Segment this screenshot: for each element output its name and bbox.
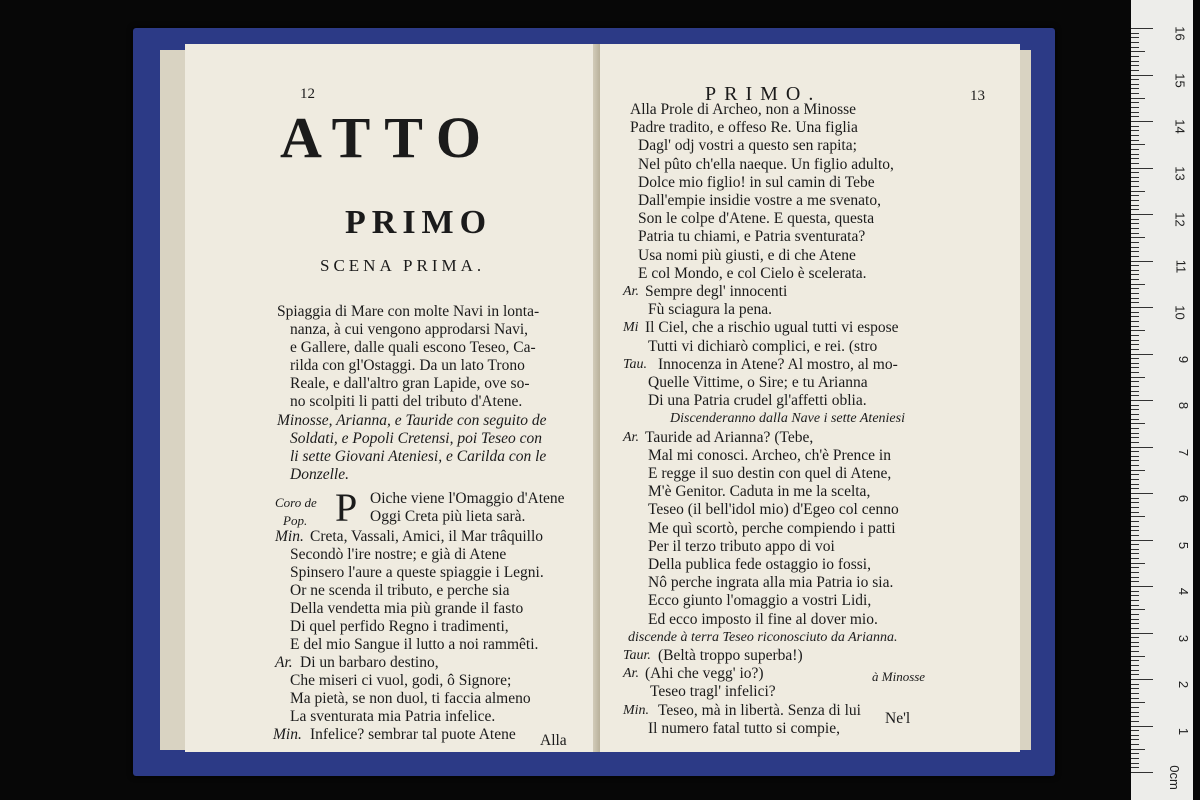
ruler-tick <box>1131 739 1139 740</box>
ruler-tick <box>1131 414 1139 415</box>
ruler-tick <box>1131 698 1139 699</box>
ruler-tick <box>1131 591 1139 592</box>
verse-line: Ecco giunto l'omaggio a vostri Lidi, <box>648 592 872 610</box>
act-subtitle: PRIMO <box>345 204 493 241</box>
ruler-tick <box>1131 112 1139 113</box>
ruler-tick <box>1131 312 1139 313</box>
ruler-tick <box>1131 670 1139 671</box>
verse-line: Nel pûto ch'ella naeque. Un figlio adulto, <box>638 155 894 173</box>
ruler-tick <box>1131 70 1139 71</box>
running-head: PRIMO. <box>705 83 822 105</box>
ruler-tick <box>1131 79 1139 80</box>
ruler-tick <box>1131 516 1145 517</box>
verse-line: Creta, Vassali, Amici, il Mar trâquillo <box>310 528 544 545</box>
ruler-tick <box>1131 721 1139 722</box>
ruler-tick <box>1131 381 1139 382</box>
scene-title: SCENA PRIMA. <box>320 256 486 275</box>
ruler-tick <box>1131 726 1153 727</box>
ruler-number: 10 <box>1172 305 1188 320</box>
verse-line: M'è Genitor. Caduta in me la scelta, <box>648 483 871 501</box>
ruler-tick <box>1131 772 1153 773</box>
ruler-tick <box>1131 205 1139 206</box>
verse-line: Della vendetta mia più grande il fasto <box>290 600 524 617</box>
characters-line: li sette Giovani Ateniesi, e Carilda con le <box>290 448 547 465</box>
ruler-tick <box>1131 437 1139 438</box>
ruler-tick <box>1131 577 1139 578</box>
verse-line: Di quel perfido Regno i tradimenti, <box>290 618 509 635</box>
verse-line: La sventurata mia Patria infelice. <box>290 708 496 725</box>
right-page <box>600 44 1020 752</box>
ruler-tick <box>1131 200 1139 201</box>
ruler-tick <box>1131 47 1139 48</box>
verse-line: Teseo (il bell'idol mio) d'Egeo col cenno <box>648 501 899 519</box>
ruler-tick <box>1131 563 1145 564</box>
ruler-number: 12 <box>1172 212 1188 227</box>
ruler-tick <box>1131 126 1139 127</box>
ruler-number: 9 <box>1175 355 1191 363</box>
stage-aside: à Minosse <box>872 669 926 684</box>
left-page <box>185 44 597 752</box>
act-title: ATTO <box>280 105 496 170</box>
ruler-tick <box>1131 186 1139 187</box>
verse-line: Tutti vi dichiarò complici, e rei. (stro <box>648 337 878 355</box>
ruler-tick <box>1131 372 1139 373</box>
ruler-tick <box>1131 330 1145 331</box>
ruler-tick <box>1131 93 1139 94</box>
speaker-label: Ar. <box>623 429 639 445</box>
ruler-tick <box>1131 223 1139 224</box>
ruler-tick <box>1131 265 1139 266</box>
ruler-tick <box>1131 326 1139 327</box>
ruler-tick <box>1131 758 1139 759</box>
verse-line: E del mio Sangue il lutto a noi rammêti. <box>290 636 539 653</box>
speaker-label: Pop. <box>283 513 308 528</box>
ruler-tick <box>1131 707 1139 708</box>
ruler-number: 1 <box>1175 727 1191 735</box>
ruler-tick <box>1131 530 1139 531</box>
ruler-tick <box>1131 307 1153 308</box>
ruler-tick <box>1131 274 1139 275</box>
ruler-tick <box>1131 409 1139 410</box>
ruler-tick <box>1131 540 1153 541</box>
verse-line: E col Mondo, e col Cielo è scelerata. <box>638 264 867 282</box>
ruler-tick <box>1131 219 1139 220</box>
speaker-label: Min. <box>623 702 650 718</box>
ruler-tick <box>1131 735 1139 736</box>
ruler-number: 4 <box>1175 587 1191 596</box>
ruler-tick <box>1131 656 1145 657</box>
speaker-label: Min. <box>273 726 302 743</box>
ruler-tick <box>1131 33 1139 34</box>
ruler-tick <box>1131 493 1153 494</box>
verse-line: Alla Prole di Archeo, non a Minosse <box>630 101 857 118</box>
verse-line: (Ahi che vegg' io?) <box>645 665 764 683</box>
ruler-tick <box>1131 344 1139 345</box>
ruler-tick <box>1131 168 1153 169</box>
ruler-tick <box>1131 716 1139 717</box>
ruler-tick <box>1131 451 1139 452</box>
ruler-tick <box>1131 614 1139 615</box>
verse-line: Padre tradito, e offeso Re. Una figlia <box>630 119 858 137</box>
verse-line: Oiche viene l'Omaggio d'Atene <box>370 490 565 507</box>
ruler-tick <box>1131 581 1139 582</box>
ruler-tick <box>1131 270 1139 271</box>
description-line: Spiaggia di Mare con molte Navi in lonta- <box>277 303 540 320</box>
ruler-tick <box>1131 121 1153 122</box>
ruler-tick <box>1131 688 1139 689</box>
verse-line: Fù sciagura la pena. <box>648 301 772 319</box>
ruler-tick <box>1131 135 1139 136</box>
ruler-tick <box>1131 363 1139 364</box>
ruler-tick <box>1131 605 1139 606</box>
ruler-tick <box>1131 279 1139 280</box>
ruler-tick <box>1131 465 1139 466</box>
ruler-tick <box>1131 553 1139 554</box>
ruler-tick <box>1131 130 1139 131</box>
ruler-number: 7 <box>1175 448 1191 456</box>
ruler-tick <box>1131 544 1139 545</box>
ruler-tick <box>1131 744 1139 745</box>
ruler-tick <box>1131 753 1139 754</box>
ruler-tick <box>1131 288 1139 289</box>
ruler-tick <box>1131 433 1139 434</box>
ruler-tick <box>1131 172 1139 173</box>
verse-line: Son le colpe d'Atene. E questa, questa <box>638 210 875 228</box>
verse-line: Per il terzo tributo appo di voi <box>648 537 835 555</box>
ruler-tick <box>1131 623 1139 624</box>
speaker-label: Mi <box>623 320 639 336</box>
ruler-tick <box>1131 521 1139 522</box>
ruler-tick <box>1131 140 1139 141</box>
ruler-tick <box>1131 28 1153 29</box>
ruler-tick <box>1131 684 1139 685</box>
ruler-tick <box>1131 37 1139 38</box>
ruler-tick <box>1131 107 1139 108</box>
ruler-tick <box>1131 316 1139 317</box>
ruler-tick <box>1131 470 1145 471</box>
ruler-tick <box>1131 679 1153 680</box>
ruler-tick <box>1131 767 1139 768</box>
speaker-label: Coro de <box>275 495 317 510</box>
verse-line: Innocenza in Atene? Al mostro, al mo- <box>658 355 898 373</box>
ruler-tick <box>1131 177 1139 178</box>
verse-line: Di un barbaro destino, <box>300 654 439 671</box>
ruler-tick <box>1131 749 1145 750</box>
ruler-tick <box>1131 558 1139 559</box>
ruler-tick <box>1131 447 1153 448</box>
ruler-tick <box>1131 65 1139 66</box>
ruler-tick <box>1131 488 1139 489</box>
ruler-tick <box>1131 75 1153 76</box>
ruler-tick <box>1131 507 1139 508</box>
ruler-tick <box>1131 42 1139 43</box>
measuring-ruler <box>1131 0 1193 800</box>
verse-line: Or ne scenda il tributo, e perche sia <box>290 582 510 599</box>
verse-line: Teseo, mà in libertà. Senza di lui <box>658 701 861 719</box>
ruler-tick <box>1131 209 1139 210</box>
ruler-tick <box>1131 377 1145 378</box>
verse-line: Tauride ad Arianna? (Tebe, <box>645 428 814 446</box>
ruler-tick <box>1131 98 1145 99</box>
ruler-tick <box>1131 609 1145 610</box>
verse-line: Dolce mio figlio! in sul camin di Tebe <box>638 173 875 191</box>
stage-direction: Discenderanno dalla Nave i sette Ateniesi <box>670 411 905 427</box>
description-line: rilda con gl'Ostaggi. Da un lato Trono <box>290 357 525 374</box>
stage-direction: discende à terra Teseo riconosciuto da Arianna. <box>628 629 898 645</box>
ruler-tick <box>1131 261 1153 262</box>
ruler-tick <box>1131 423 1145 424</box>
description-line: nanza, à cui vengono approdarsi Navi, <box>290 321 529 338</box>
characters-line: Donzelle. <box>290 466 349 483</box>
ruler-tick <box>1131 149 1139 150</box>
verse-line: Che miseri ci vuol, godi, ô Signore; <box>290 672 512 689</box>
verse-line: Il Ciel, che a rischio ugual tutti vi espose <box>645 319 899 337</box>
speaker-label: Ar. <box>623 284 639 299</box>
ruler-tick <box>1131 586 1153 587</box>
ruler-tick <box>1131 158 1139 159</box>
ruler-tick <box>1131 354 1153 355</box>
ruler-tick <box>1131 674 1139 675</box>
page-number: 13 <box>970 88 985 104</box>
speaker-label: Ar. <box>275 654 293 671</box>
drop-cap: P <box>335 485 358 530</box>
ruler-tick <box>1131 340 1139 341</box>
ruler-tick <box>1131 154 1139 155</box>
verse-line: E regge il suo destin con quel di Atene, <box>648 465 892 482</box>
ruler-tick <box>1131 56 1139 57</box>
verse-line: Teseo tragl' infelici? <box>650 683 776 701</box>
ruler-tick <box>1131 116 1139 117</box>
ruler-number: 3 <box>1175 634 1191 642</box>
ruler-tick <box>1131 549 1139 550</box>
ruler-tick <box>1131 419 1139 420</box>
ruler-tick <box>1131 335 1139 336</box>
ruler-tick <box>1131 400 1153 401</box>
verse-line: Nô perche ingrata alla mia Patria io sia. <box>648 574 894 592</box>
ruler-tick <box>1131 642 1139 643</box>
ruler-tick <box>1131 763 1139 764</box>
verse-line: Infelice? sembrar tal puote Atene <box>310 726 516 743</box>
verse-line: Spinsero l'aure a queste spiaggie i Legni. <box>290 564 544 581</box>
ruler-tick <box>1131 460 1139 461</box>
verse-line: Secondò l'ire nostre; e già di Atene <box>290 546 507 563</box>
ruler-tick <box>1131 237 1145 238</box>
verse-line: Oggi Creta più lieta sarà. <box>370 508 526 525</box>
ruler-tick <box>1131 633 1153 634</box>
ruler-tick <box>1131 191 1145 192</box>
ruler-tick <box>1131 367 1139 368</box>
ruler-tick <box>1131 595 1139 596</box>
ruler-tick <box>1131 637 1139 638</box>
ruler-tick <box>1131 242 1139 243</box>
verse-line: Me quì scortò, perche compiendo i patti <box>648 519 896 537</box>
ruler-tick <box>1131 693 1139 694</box>
verse-line: Dall'empie insidie vostre a me svenato, <box>638 192 881 209</box>
verse-line: Il numero fatal tutto si compie, <box>648 719 840 737</box>
description-line: e Gallere, dalle quali escono Teseo, Ca- <box>290 339 536 356</box>
ruler-tick <box>1131 665 1139 666</box>
ruler-tick <box>1131 567 1139 568</box>
speaker-label: Tau. <box>623 356 648 372</box>
ruler-tick <box>1131 456 1139 457</box>
verse-line: Mal mi conosci. Archeo, ch'è Prence in <box>648 446 891 464</box>
speaker-label: Min. <box>275 528 304 545</box>
verse-line: Di una Patria crudel gl'affetti oblia. <box>648 392 867 410</box>
ruler-tick <box>1131 321 1139 322</box>
ruler-tick <box>1131 181 1139 182</box>
ruler-tick <box>1131 395 1139 396</box>
verse-line: Patria tu chiami, e Patria sventurata? <box>638 228 866 246</box>
ruler-tick <box>1131 195 1139 196</box>
ruler-tick <box>1131 428 1139 429</box>
speaker-label: Ar. <box>623 666 639 682</box>
ruler-tick <box>1131 102 1139 103</box>
ruler-tick <box>1131 646 1139 647</box>
ruler-tick <box>1131 256 1139 257</box>
ruler-tick <box>1131 535 1139 536</box>
verse-line: Usa nomi più giusti, e di che Atene <box>638 246 856 264</box>
ruler-tick <box>1131 293 1139 294</box>
ruler-number: 5 <box>1175 541 1191 549</box>
ruler-tick <box>1131 502 1139 503</box>
ruler-tick <box>1131 619 1139 620</box>
verse-line: Quelle Vittime, o Sire; e tu Arianna <box>648 374 868 391</box>
ruler-tick <box>1131 358 1139 359</box>
ruler-tick <box>1131 298 1139 299</box>
ruler-tick <box>1131 442 1139 443</box>
ruler-tick <box>1131 651 1139 652</box>
verse-line: (Beltà troppo superba!) <box>658 647 803 664</box>
ruler-tick <box>1131 702 1145 703</box>
ruler-tick <box>1131 284 1145 285</box>
ruler-number: 2 <box>1175 680 1191 689</box>
verse-line: Della publica fede ostaggio io fossi, <box>648 556 871 573</box>
ruler-number: 6 <box>1175 494 1191 503</box>
ruler-tick <box>1131 251 1139 252</box>
ruler-tick <box>1131 228 1139 229</box>
verse-line: Sempre degl' innocenti <box>645 283 788 300</box>
ruler-tick <box>1131 474 1139 475</box>
description-line: no scolpiti li patti del tributo d'Atene. <box>290 393 523 410</box>
ruler-tick <box>1131 479 1139 480</box>
ruler-tick <box>1131 302 1139 303</box>
ruler-tick <box>1131 526 1139 527</box>
ruler-tick <box>1131 61 1139 62</box>
ruler-tick <box>1131 405 1139 406</box>
characters-line: Minosse, Arianna, e Tauride con seguito de <box>277 412 547 429</box>
ruler-tick <box>1131 712 1139 713</box>
ruler-tick <box>1131 600 1139 601</box>
ruler-number: 11 <box>1172 259 1188 273</box>
ruler-tick <box>1131 386 1139 387</box>
ruler-tick <box>1131 214 1153 215</box>
ruler-tick <box>1131 484 1139 485</box>
characters-line: Soldati, e Popoli Cretensi, poi Teseo con <box>290 430 543 447</box>
ruler-tick <box>1131 498 1139 499</box>
ruler-tick <box>1131 628 1139 629</box>
ruler-number: 0cm <box>1167 765 1183 790</box>
ruler-tick <box>1131 349 1139 350</box>
ruler-tick <box>1131 247 1139 248</box>
ruler-tick <box>1131 233 1139 234</box>
description-line: Reale, e dall'altro gran Lapide, ove so- <box>290 375 530 392</box>
verse-line: Ma pietà, se non duol, ti faccia almeno <box>290 690 531 707</box>
ruler-tick <box>1131 84 1139 85</box>
ruler-tick <box>1131 730 1139 731</box>
ruler-tick <box>1131 51 1145 52</box>
ruler-number: 16 <box>1172 26 1188 41</box>
verse-line: Ed ecco imposto il fine al dover mio. <box>648 610 878 628</box>
ruler-tick <box>1131 391 1139 392</box>
ruler-number: 13 <box>1172 165 1188 181</box>
verse-line: Dagl' odj vostri a questo sen rapita; <box>638 137 857 155</box>
ruler-tick <box>1131 512 1139 513</box>
ruler-number: 8 <box>1175 401 1191 410</box>
ruler-number: 15 <box>1172 72 1188 88</box>
ruler-number: 14 <box>1172 119 1188 134</box>
catchword: Ne'l <box>885 710 911 727</box>
page-number: 12 <box>300 86 315 102</box>
ruler-tick <box>1131 144 1145 145</box>
ruler-tick <box>1131 163 1139 164</box>
speaker-label: Taur. <box>623 648 651 663</box>
catchword: Alla <box>540 732 567 749</box>
ruler-tick <box>1131 88 1139 89</box>
ruler-tick <box>1131 660 1139 661</box>
ruler-tick <box>1131 572 1139 573</box>
